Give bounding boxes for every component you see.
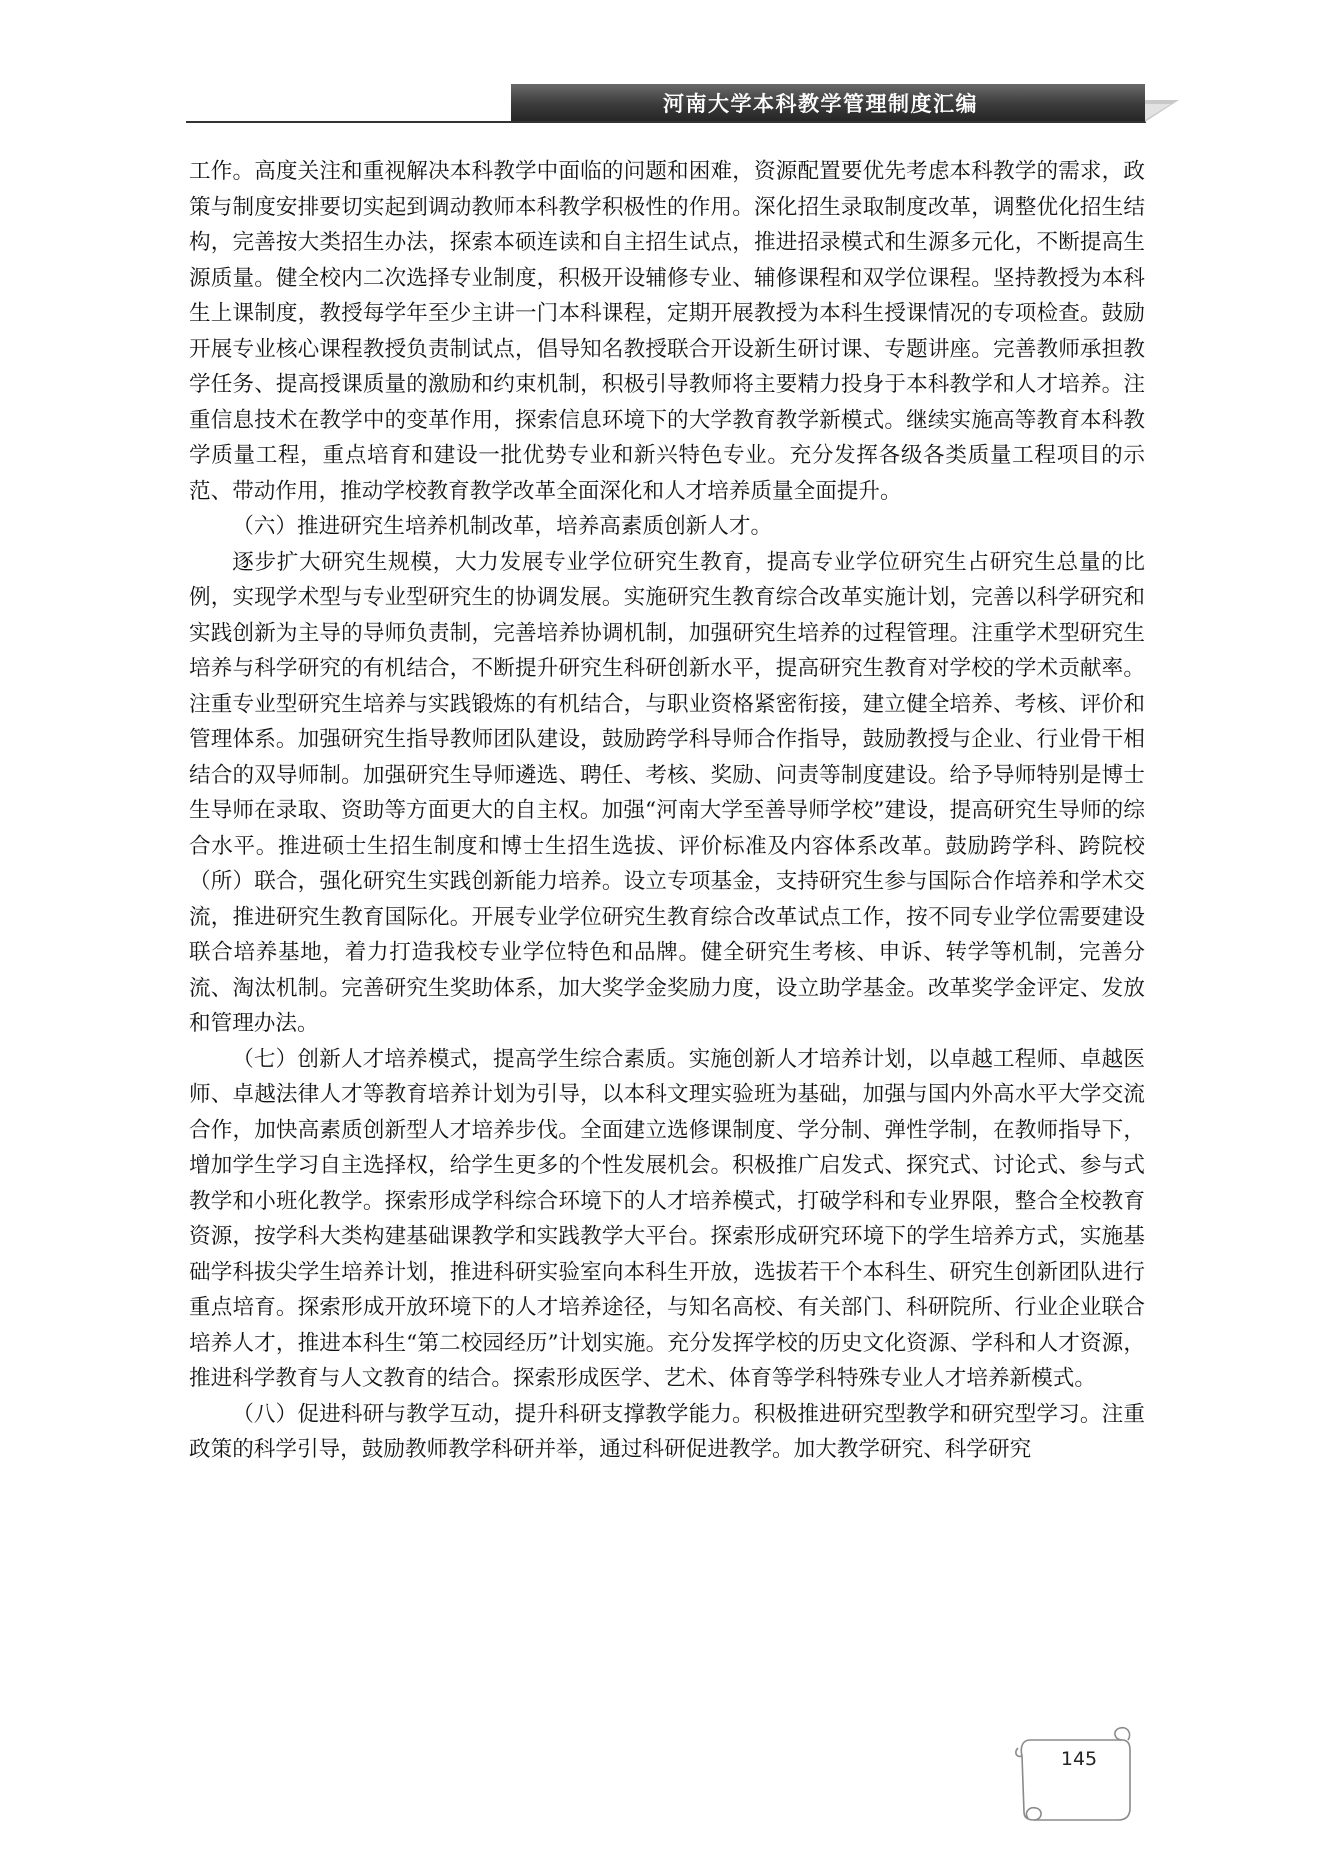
paragraph: 工作。高度关注和重视解决本科教学中面临的问题和困难，资源配置要优先考虑本科教学的需求，政策与制度安排要切实起到调动教师本科教学积极性的作用。深化招生录取制度改革，调整优化招生结构，完善按大类招生办法，探索本硕连读和自主招生试点，推进招录模式和生源多元化，不断提高生源质量。健全校内二次选择专业制度，积极开设辅修专业、辅修课程和双学位课程。坚持教授为本科生上课制度，教授每学年至少主讲一门本科课程，定期开展教授为本科生授课情况的专项检查。鼓励开展专业核心课程教授负责制试点，倡导知名教授联合开设新生研讨课、专题讲座。完善教师承担教学任务、提高授课质量的激励和约束机制，积极引导教师将主要精力投身于本科教学和人才培养。注重信息技术在教学中的变革作用，探索信息环境下的大学教育教学新模式。继续实施高等教育本科教学质量工程，重点培育和建设一批优势专业和新兴特色专业。充分发挥各级各类质量工程项目的示范、带动作用，推动学校教育教学改革全面深化和人才培养质量全面提升。: [189, 159, 1145, 504]
scroll-ornament-icon: [1010, 1722, 1138, 1824]
header-fold-decoration: [1145, 100, 1179, 122]
document-body: [189, 154, 1145, 1468]
paragraph: 逐步扩大研究生规模，大力发展专业学位研究生教育，提高专业学位研究生占研究生总量的比例，实现学术型与专业型研究生的协调发展。实施研究生教育综合改革实施计划，完善以科学研究和实践创新为主导的导师负责制，完善培养协调机制，加强研究生培养的过程管理。注重学术型研究生培养与科学研究的有机结合，不断提升研究生科研创新水平，提高研究生教育对学校的学术贡献率。注重专业型研究生培养与实践锻炼的有机结合，与职业资格紧密衔接，建立健全培养、考核、评价和管理体系。加强研究生指导教师团队建设，鼓励跨学科导师合作指导，鼓励教授与企业、行业骨干相结合的双导师制。加强研究生导师遴选、聘任、考核、奖励、问责等制度建设。给予导师特别是博士生导师在录取、资助等方面更大的自主权。加强“河南大学至善导师学校”建设，提高研究生导师的综合水平。推进硕士生招生制度和博士生招生选拔、评价标准及内容体系改革。鼓励跨学科、跨院校（所）联合，强化研究生实践创新能力培养。设立专项基金，支持研究生参与国际合作培养和学术交流，推进研究生教育国际化。开展专业学位研究生教育综合改革试点工作，按不同专业学位需要建设联合培养基地，着力打造我校专业学位特色和品牌。健全研究生考核、申诉、转学等机制，完善分流、淘汰机制。完善研究生奖助体系，加大奖学金奖励力度，设立助学基金。改革奖学金评定、发放和管理办法。: [189, 549, 1145, 1036]
page-number: 145: [1060, 1748, 1098, 1770]
header-rule: [186, 121, 1146, 123]
paragraph: （八）促进科研与教学互动，提升科研支撑教学能力。积极推进研究型教学和研究型学习。注重政策的科学引导，鼓励教师教学科研并举，通过科研促进教学。加大教学研究、科学研究: [189, 1401, 1145, 1462]
header-band: [511, 84, 1145, 121]
header-title: 河南大学本科教学管理制度汇编: [663, 90, 978, 116]
section-heading: （六）推进研究生培养机制改革，培养高素质创新人才。: [232, 514, 773, 539]
paragraph: （七）创新人才培养模式，提高学生综合素质。实施创新人才培养计划，以卓越工程师、卓越医师、卓越法律人才等教育培养计划为引导，以本科文理实验班为基础，加强与国内外高水平大学交流合作，加快高素质创新型人才培养步伐。全面建立选修课制度、学分制、弹性学制，在教师指导下，增加学生学习自主选择权，给学生更多的个性发展机会。积极推广启发式、探究式、讨论式、参与式教学和小班化教学。探索形成学科综合环境下的人才培养模式，打破学科和专业界限，整合全校教育资源，按学科大类构建基础课教学和实践教学大平台。探索形成研究环境下的学生培养方式，实施基础学科拔尖学生培养计划，推进科研实验室向本科生开放，选拔若干个本科生、研究生创新团队进行重点培育。探索形成开放环境下的人才培养途径，与知名高校、有关部门、科研院所、行业企业联合培养人才，推进本科生“第二校园经历”计划实施。充分发挥学校的历史文化资源、学科和人才资源，推进科学教育与人文教育的结合。探索形成医学、艺术、体育等学科特殊专业人才培养新模式。: [189, 1046, 1145, 1391]
